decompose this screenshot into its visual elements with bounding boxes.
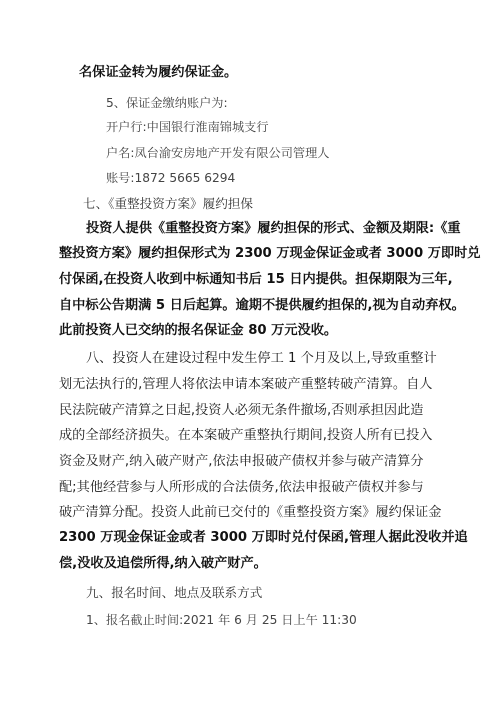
account-number-line: 账号:1872 5665 6294	[106, 171, 236, 185]
registration-deadline-line: 1、报名截止时间:2021 年 6 月 25 日上午 11:30	[86, 613, 357, 627]
section-8-line-1: 八、投资人在建设过程中发生停工 1 个月及以上,导致重整计	[86, 351, 437, 366]
section-8-line-6: 配;其他经营参与人所形成的合法债务,依法申报破产债权并参与	[59, 480, 424, 495]
section-8-line-4: 成的全部经济损失。在本案破产重整执行期间,投资人所有已投入	[59, 428, 433, 443]
section-8-line-8: 2300 万现金保证金或者 3000 万即时兑付保函,管理人据此没收并追	[59, 530, 468, 545]
section-7-para-line-5: 此前投资人已交纳的报名保证金 80 万元没收。	[59, 323, 338, 338]
account-name-line: 户名:凤台渝安房地产开发有限公司管理人	[106, 146, 330, 160]
section-9-heading: 九、报名时间、地点及联系方式	[86, 585, 263, 600]
account-heading: 5、保证金缴纳账户为:	[106, 96, 228, 110]
section-8-line-3: 民法院破产清算之日起,投资人必须无条件撤场,否则承担因此造	[59, 403, 424, 418]
section-8-line-5: 资金及财产,纳入破产财产,依法申报破产债权并参与破产清算分	[59, 454, 424, 469]
section-7-para-line-3: 付保函,在投资人收到中标通知书后 15 日内提供。担保期限为三年,	[59, 272, 453, 287]
bank-line: 开户行:中国银行淮南锦城支行	[106, 120, 269, 134]
text-line-1: 名保证金转为履约保证金。	[79, 65, 238, 80]
section-7-para-line-4: 自中标公告期满 5 日后起算。逾期不提供履约担保的,视为自动弃权。	[59, 298, 465, 313]
section-8-line-7: 破产清算分配。投资人此前已交付的《重整投资方案》履约保证金	[59, 505, 442, 520]
section-7-para-line-1: 投资人提供《重整投资方案》履约担保的形式、金额及期限:《重	[86, 221, 461, 236]
section-7-para-line-2: 整投资方案》履约担保形式为 2300 万现金保证金或者 3000 万即时兑	[59, 246, 481, 261]
section-7-heading: 七、《重整投资方案》履约担保	[83, 196, 254, 211]
section-8-line-2: 划无法执行的,管理人将依法申请本案破产重整转破产清算。自人	[59, 377, 433, 392]
section-8-line-9: 偿,没收及追偿所得,纳入破产财产。	[59, 556, 267, 571]
